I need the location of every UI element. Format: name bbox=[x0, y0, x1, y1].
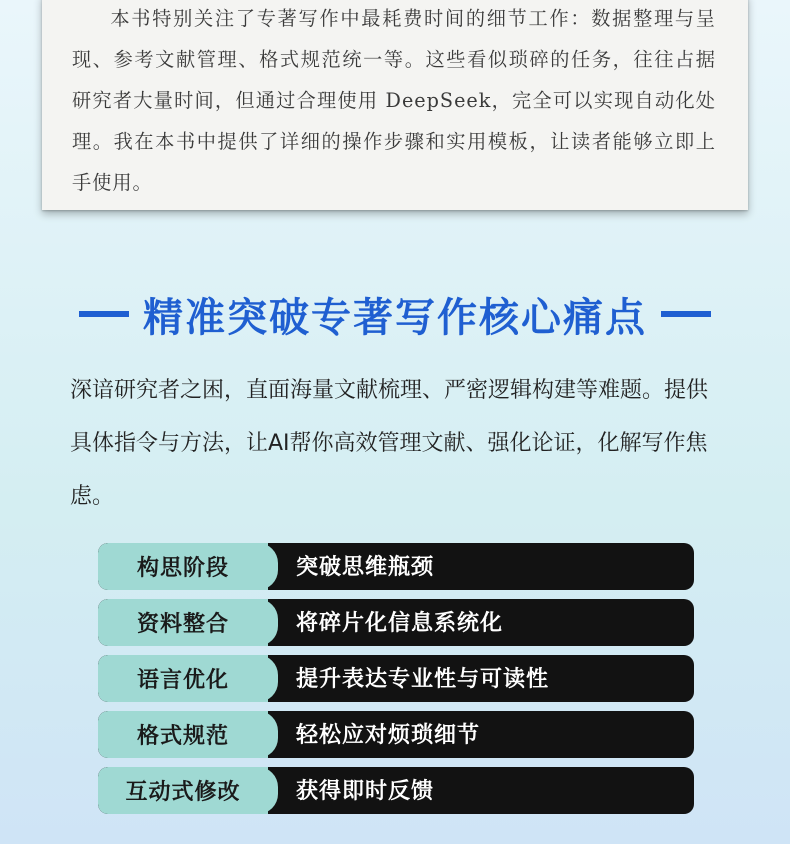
feature-value: 提升表达专业性与可读性 bbox=[296, 667, 550, 692]
feature-tab bbox=[98, 655, 268, 702]
feature-row-language bbox=[98, 655, 694, 702]
feature-row-ideation bbox=[98, 543, 694, 590]
headline-dash-right bbox=[661, 311, 711, 317]
book-paragraph: 本书特别关注了专著写作中最耗费时间的细节工作：数据整理与呈现、参考文献管理、格式规范统一等。这些看似琐碎的任务，往往占据研究者大量时间，但通过合理使用 DeepSeek，完全可以实现自动化处理。我在本书中提供了详细的操作步骤和实用模板，让读者能够立即上手使用。 bbox=[72, 7, 716, 194]
feature-value: 突破思维瓶颈 bbox=[296, 555, 435, 580]
feature-tab bbox=[98, 543, 268, 590]
feature-label: 格式规范 bbox=[136, 724, 229, 749]
feature-label: 构思阶段 bbox=[136, 556, 229, 581]
feature-label: 语言优化 bbox=[136, 668, 229, 693]
headline-title: 精准突破专著写作核心痛点 bbox=[143, 294, 647, 341]
feature-label: 资料整合 bbox=[136, 612, 229, 637]
feature-tab bbox=[98, 767, 268, 814]
feature-list bbox=[98, 543, 694, 823]
feature-value: 轻松应对烦琐细节 bbox=[296, 723, 481, 748]
feature-tab bbox=[98, 711, 268, 758]
feature-row-materials bbox=[98, 599, 694, 646]
feature-row-revision bbox=[98, 767, 694, 814]
feature-row-format bbox=[98, 711, 694, 758]
feature-value: 获得即时反馈 bbox=[296, 779, 435, 804]
intro-paragraph: 深谙研究者之困，直面海量文献梳理、严密逻辑构建等难题。提供具体指令与方法，让AI帮你高效管理文献、强化论证，化解写作焦虑。 bbox=[70, 378, 709, 509]
book-page-excerpt bbox=[42, 0, 748, 210]
headline-dash-left bbox=[79, 311, 129, 317]
feature-value: 将碎片化信息系统化 bbox=[296, 611, 504, 636]
section-headline bbox=[0, 284, 790, 344]
feature-tab bbox=[98, 599, 268, 646]
feature-label: 互动式修改 bbox=[125, 780, 241, 805]
